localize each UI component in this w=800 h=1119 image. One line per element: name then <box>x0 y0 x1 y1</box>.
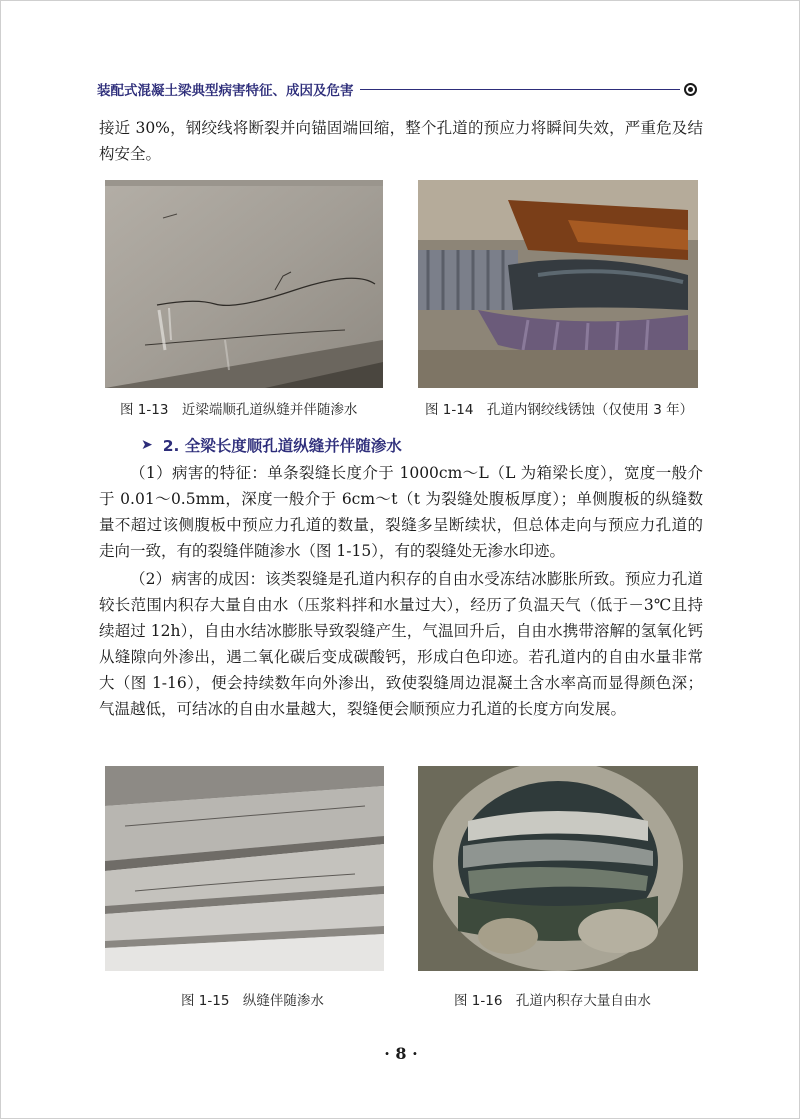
arrow-icon: ➤ <box>141 437 153 453</box>
paragraph-causes: （2）病害的成因：该类裂缝是孔道内积存的自由水受冻结冰膨胀所致。预应力孔道较长范围内积存大量自由水（压浆料拌和水量过大），经历了负温天气（低于－3℃且持续超过 12h），自由水结冰膨胀导致裂缝产生，气温回升后，自由水携带溶解的氢氧化钙从缝隙向外渗出，遇二氧化碳后变成碳酸钙，形成白色印迹。若孔道内的自由水量非常大（图 1-16），便会持续数年向外渗出，致使裂缝周边混凝土含水率高而显得颜色深；气温越低，可结冰的自由水量越大，裂缝便会顺预应力孔道的长度方向发展。 <box>99 570 703 718</box>
figure-1-13-photo <box>105 180 383 388</box>
target-icon <box>684 83 697 96</box>
header-title: 装配式混凝土梁典型病害特征、成因及危害 <box>97 83 354 99</box>
running-header <box>97 78 697 100</box>
section-heading <box>141 434 402 456</box>
figure-1-14-caption: 图 1-14 孔道内钢绞线锈蚀（仅使用 3 年） <box>425 402 694 418</box>
page-number: · 8 · <box>384 1044 418 1063</box>
figure-1-15-photo <box>105 766 384 971</box>
header-rule <box>360 89 681 90</box>
figure-1-13-caption: 图 1-13 近梁端顺孔道纵缝并伴随渗水 <box>120 402 358 418</box>
intro-paragraph: 接近 30%，钢绞线将断裂并向锚固端回缩，整个孔道的预应力将瞬间失效，严重危及结构安全。 <box>99 119 703 163</box>
paragraph-characteristics: （1）病害的特征：单条裂缝长度介于 1000cm～L（L 为箱梁长度），宽度一般介于 0.01～0.5mm，深度一般介于 6cm～t（t 为裂缝处腹板厚度）；单侧腹板的纵缝数量不超过该侧腹板中预应力孔道的数量，裂缝多呈断续状，但总体走向与预应力孔道的走向一致，有的裂缝伴随渗水（图 1-15），有的裂缝处无渗水印迹。 <box>99 464 703 560</box>
figure-1-15-caption: 图 1-15 纵缝伴随渗水 <box>181 993 324 1009</box>
figure-1-16-photo <box>418 766 698 971</box>
figure-1-14-photo <box>418 180 698 388</box>
figure-1-16-caption: 图 1-16 孔道内积存大量自由水 <box>454 993 651 1009</box>
section-title: 2. 全梁长度顺孔道纵缝并伴随渗水 <box>162 437 402 455</box>
